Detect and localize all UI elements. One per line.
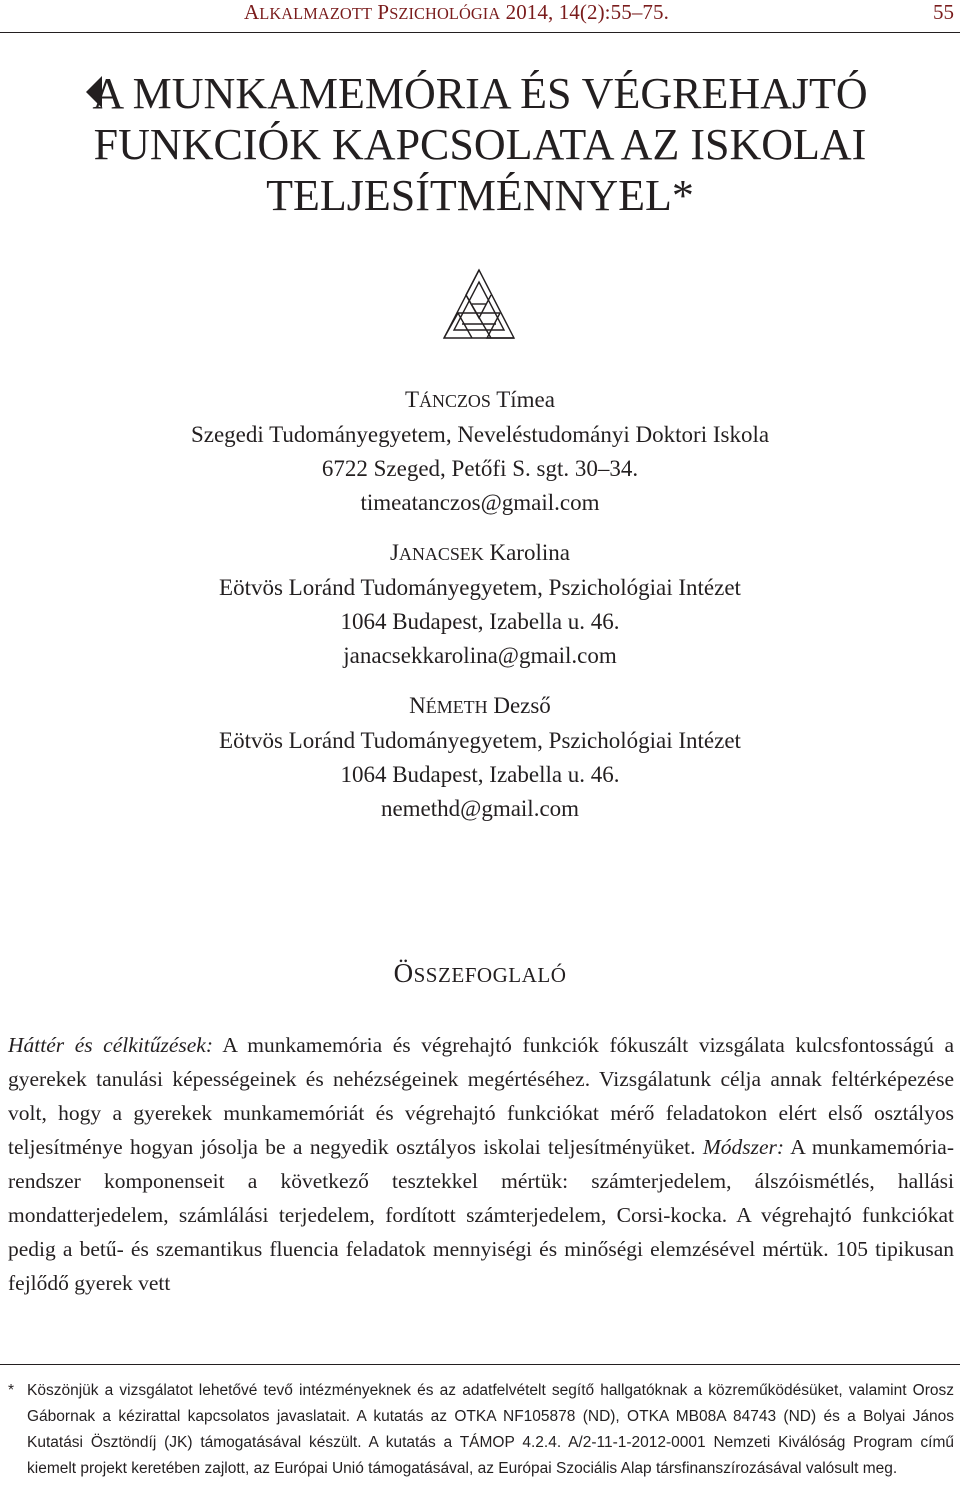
- abstract-heading-rest: SSZEFOGLALÓ: [413, 963, 567, 987]
- author-surname-initial: J: [390, 540, 399, 565]
- author-address: 1064 Budapest, Izabella u. 46.: [340, 609, 620, 634]
- journal-word-rest-a: LKALMAZOTT: [259, 4, 373, 23]
- author-list: [0, 383, 960, 842]
- author-email-link[interactable]: janacsekkarolina@gmail.com: [343, 643, 617, 668]
- author-affiliation: Eötvös Loránd Tudományegyetem, Pszichológiai Intézet: [219, 728, 741, 753]
- journal-citation: [244, 0, 669, 25]
- journal-initial-a: A: [244, 0, 260, 24]
- author-name: [0, 536, 960, 571]
- author-surname-initial: T: [405, 387, 420, 412]
- article-title: [0, 68, 960, 221]
- journal-initial-p: P: [377, 0, 390, 24]
- author-given-name: Karolina: [483, 540, 570, 565]
- abstract-text-method: A munkamemória-rendszer komponenseit a következő tesztekkel mértük: számterjedelem, álszóismétlés, hallási mondatterjedelem, számlálási terjedelem, fordított számterjedelem, Corsi-kocka. A végrehajtó funkciókat pedig a betű- és szemantikus fluencia feladatok mennyiségi és minőségi elemzésével mértük. 105 tipikusan fejlődő gyerek vett: [8, 1135, 955, 1295]
- abstract-label-background: Háttér és célkitűzések:: [8, 1033, 213, 1057]
- footnote-marker: *: [8, 1382, 15, 1399]
- footnote-text: Köszönjük a vizsgálatot lehetővé tevő intézményeknek és az adatfelvételt segítő hallgatóknak a közreműködésüket, valamint Orosz Gábornak a kézirattal kapcsolatos javaslatait. A kutatás az OTKA NF105878 (ND), OTKA MB08A 84743 (ND) és a Bolyai János Kutatási Ösztöndíj (JK) támogatásával készült. A kutatás a TÁMOP 4.2.4. A/2-11-1-2012-0001 Nemzeti Kiválóság Program című kiemelt projekt keretében zajlott, az Európai Unió támogatásával, az Európai Szociális Alap társfinanszírozásával valósult meg.: [27, 1382, 954, 1477]
- page-number: 55: [933, 0, 954, 24]
- author-surname-rest: ÉMETH: [425, 697, 488, 717]
- abstract-heading-initial: Ö: [393, 958, 414, 988]
- author-name: [0, 689, 960, 724]
- author-block: [0, 689, 960, 826]
- author-email-link[interactable]: timeatanczos@gmail.com: [360, 490, 600, 515]
- author-block: [0, 536, 960, 673]
- author-affiliation: Eötvös Loránd Tudományegyetem, Pszichológiai Intézet: [219, 575, 741, 600]
- abstract-heading: [0, 958, 960, 989]
- title-line: A MUNKAMEMÓRIA ÉS VÉGREHAJTÓ: [92, 69, 868, 118]
- running-header: [0, 0, 960, 30]
- author-block: [0, 383, 960, 520]
- abstract-text-background: A munkamemória és végrehajtó funkciók fókuszált vizsgálata kulcsfontosságú a gyerekek tanulási képességeinek és nehézségeinek megértéséhez. Vizsgálatunk célja annak feltérképezése volt, hogy a gyerekek munkamemóriát és végrehajtó funkciókat mérő feladatokon elért első osztályos teljesítménye hogyan jósolja be a negyedik osztályos iskolai teljesítményüket.: [8, 1033, 954, 1159]
- author-address: 6722 Szeged, Petőfi S. sgt. 30–34.: [321, 456, 639, 481]
- footnote-rule: [0, 1364, 960, 1365]
- journal-logo-icon: [442, 268, 516, 340]
- author-surname-initial: N: [409, 693, 426, 718]
- author-given-name: Dezső: [487, 693, 551, 718]
- abstract-label-method: Módszer:: [695, 1135, 785, 1159]
- author-surname-rest: ÁNCZOS: [419, 391, 491, 411]
- author-affiliation: Szegedi Tudományegyetem, Neveléstudományi Doktori Iskola: [190, 422, 770, 447]
- journal-volume: 2014, 14(2):55–75.: [500, 0, 669, 24]
- author-given-name: Tímea: [490, 387, 555, 412]
- header-rule: [0, 32, 960, 33]
- footnote: [8, 1378, 954, 1482]
- journal-word-rest-p: SZICHOLÓGIA: [389, 4, 501, 23]
- author-email-link[interactable]: nemethd@gmail.com: [380, 796, 580, 821]
- title-line: TELJESÍTMÉNNYEL*: [266, 171, 694, 220]
- author-surname-rest: ANACSEK: [399, 544, 484, 564]
- title-line: FUNKCIÓK KAPCSOLATA AZ ISKOLAI: [93, 120, 867, 169]
- author-address: 1064 Budapest, Izabella u. 46.: [340, 762, 620, 787]
- author-name: [0, 383, 960, 418]
- abstract-body: [8, 1028, 954, 1300]
